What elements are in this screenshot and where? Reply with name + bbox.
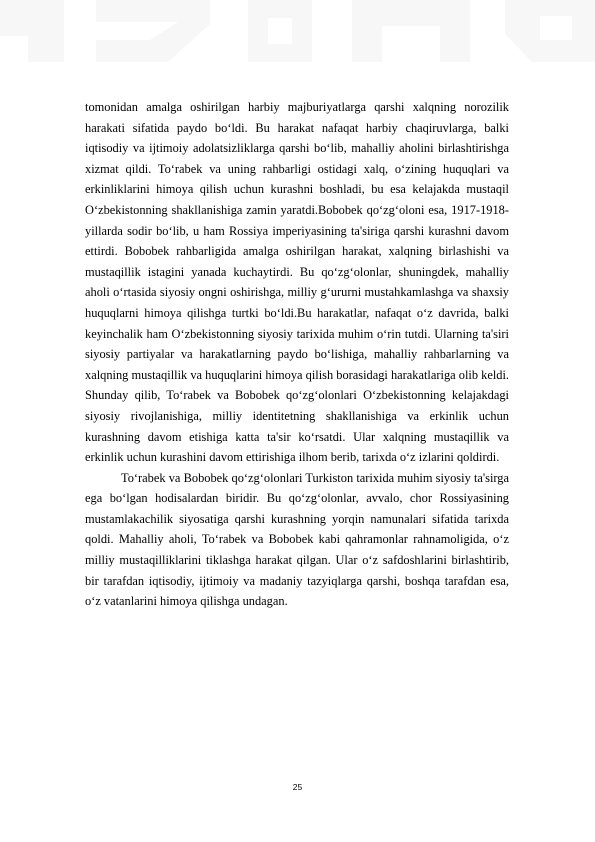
page-body <box>85 97 509 612</box>
paragraph-2: To‘rabek va Bobobek qo‘zg‘olonlari Turkiston tarixida muhim siyosiy ta'sirga ega bo‘lgan hodisalardan biridir. Bu qo‘zg‘olonlar, avvalo, chor Rossiyasining mustamlakachilik siyosatiga qarshi kurashning yorqin namunalari sifatida tarixda qoldi. Mahalliy aholi, To‘rabek va Bobobek kabi qahramonlar rahnamoligida, o‘z milliy mustaqilliklarini tiklashga harakat qilgan. Ular o‘z safdoshlarini birlashtirib, bir tarafdan iqtisodiy, ijtimoiy va madaniy tazyiqlarga qarshi, boshqa tarafdan esa, o‘z vatanlarini himoya qilishga undagan. <box>85 470 509 609</box>
page-number: 25 <box>292 782 303 792</box>
paragraph-1: tomonidan amalga oshirilgan harbiy majburiyatlarga qarshi xalqning norozilik harakati sifatida paydo bo‘ldi. Bu harakat nafaqat harbiy chaqiruvlarga, balki iqtisodiy va ijtimoiy adolatsizliklarga qarshi bo‘lib, mahalliy aholini birlashtirishga xizmat qildi. To‘rabek va uning rahbarligi ostidagi xalq, o‘zining huquqlari va erkinliklarini himoya qilish uchun kurashni boshladi, bu esa kelajakda mustaqil O‘zbekistonning shakllanishiga zamin yaratdi.Bobobek qo‘zg‘oloni esa, 1917-1918-yillarda sodir bo‘lib, u ham Rossiya imperiyasining ta'siriga qarshi kurashni davom ettirdi. Bobobek rahbarligida amalga oshirilgan harakat, xalqning birlashishi va mustaqillik istagini yanada kuchaytirdi. Bu qo‘zg‘olonlar, shuningdek, mahalliy aholi o‘rtasida siyosiy ongni oshirishga, milliy g‘ururni mustahkamlashga va shaxsiy huquqlarni himoya qilishga turtki bo‘ldi.Bu harakatlar, nafaqat o‘z davrida, balki keyinchalik ham O‘zbekistonning siyosiy tarixida muhim o‘rin tutdi. Ularning ta'siri siyosiy partiyalar va harakatlarning paydo bo‘lishiga, mahalliy rahbarlarning va xalqning mustaqillik va huquqlarini himoya qilish borasidagi harakatlariga olib keldi. Shunday qilib, To‘rabek va Bobobek qo‘zg‘olonlari O‘zbekistonning kelajakdagi siyosiy rivojlanishiga, milliy identitetning shakllanishiga va erkinlik uchun kurashning davom etishiga katta ta'sir ko‘rsatdi. Ular xalqning mustaqillik va erkinlik uchun kurashini davom ettirishiga ilhom berib, tarixda o‘z izlarini qoldirdi. <box>85 100 509 465</box>
